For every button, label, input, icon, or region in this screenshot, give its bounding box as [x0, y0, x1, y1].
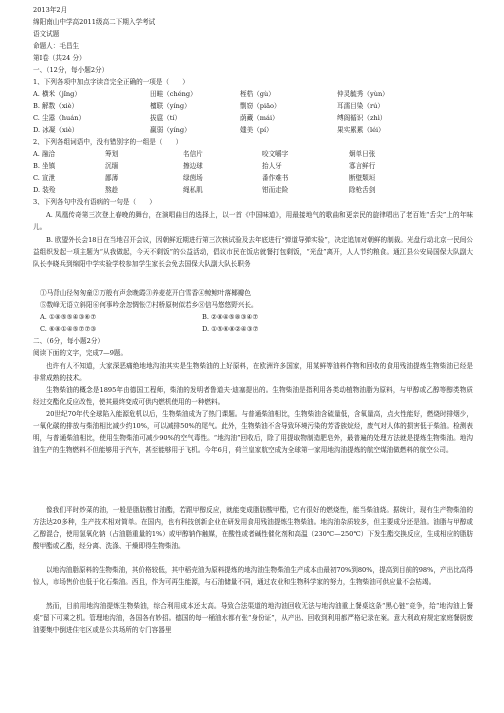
q1-option-b-4: 耳濡目染（rú）	[337, 102, 384, 110]
q1-option-d-2: 赢弱（yíng）	[150, 126, 191, 134]
q2-option-b-2: 沉缅	[105, 162, 119, 170]
subject-title: 语文试题	[33, 30, 60, 38]
section1-heading: 一、（12分，每小题2分）	[33, 66, 109, 74]
q2-option-c-4: 番作难书	[262, 174, 289, 182]
q2-option-a-1: A. 融洽	[33, 150, 56, 158]
q3-choice-b: B. ②⑧④⑤⑧③④⑦	[202, 313, 259, 321]
q1-option-d-3: 媸美（pí）	[240, 126, 273, 134]
q2-option-c-2: 鄙薄	[105, 174, 119, 182]
q3-numbered-items-2: ⑤数峰无语立斜阳⑥何事吟余忽惆怅⑦村桥原树似若乡⑧信马悠悠野兴长。	[40, 301, 258, 309]
q2-option-d-5: 除枪舌剑	[349, 186, 376, 194]
q3-numbered-items-1: ①马背山径匆匆童②万般有声余晚霞③养麦花开白雪香④鲸鲸叶落椰瓣色	[40, 289, 251, 297]
question-2-stem: 2、下列各组词语中，没有错别字的一组是（ ）	[33, 138, 183, 146]
volume-title: 第Ⅰ卷（共24 分）	[33, 54, 86, 62]
q1-option-c-2: 拔扈（tí）	[150, 114, 182, 122]
q2-option-c-5: 断壁颓垣	[349, 174, 376, 182]
q1-option-c-4: 缚阁循识（zhì）	[337, 114, 387, 122]
q2-option-b-4: 抬人牙	[262, 162, 282, 170]
q1-option-d-1: D. 冰凝（xiè）	[33, 126, 79, 134]
q1-option-b-2: 檀联（yíng）	[150, 102, 191, 110]
q2-option-b-1: B. 坐镇	[33, 162, 56, 170]
reading-paragraph-1: 也许有人不知道，大家深恶痛绝地地沟油其实是生物柴油的上好原料，在欧洲许多国家，用某鲜等油料作物和回收的食用残油提炼生物柴油已经是非常成熟的技术。	[33, 362, 473, 383]
q2-option-b-5: 寡言鲜行	[349, 162, 376, 170]
q3-option-b: B. 欧盟外长会18日在当地召开会议，因朝鲜近期进行第三次核试验及去年底进行“弹道导弹实验”，决定追加对朝鲜的制裁。光盘行动北京一民间公益组织发起一项主题为“从我做起，今天不剩饭”的公益活动，倡议市民在饭店就餐打包剩饭，“光盘”离开，人人节约粮食。通江县公安局国保大队副大队长李晓兵到绵阳中学实验学校参加学生家长会免去国保大队副大队长职务	[33, 236, 473, 269]
q2-option-c-3: 绿茵场	[183, 174, 203, 182]
q2-option-b-3: 擦边球	[183, 162, 203, 170]
q2-option-d-3: 绳私肌	[183, 186, 203, 194]
question-3-stem: 3、下列各句中没有语病的一句是（ ）	[33, 198, 156, 206]
reading-paragraph-4: 像我们平时炒菜的油，一般是脂肪酸甘油酯，若跟甲醇反应，就能变成脂肪酸甲酯，它有很好的燃烧性，能当柴油烧。据统计，现有生产物柴油的方法达20多种，生产技术相对简单。在国内，也有科技创新企业在研发用食用残油提炼生物柴油。地沟油杂质较多，但主要成分还是油。油脂与甲醇或乙醇混合，使用氢氧化钠（占油脂重量的1%）或甲醇钠作触媒，在酸性或者碱性催化剂和高温（230℃—250℃）下发生酯交换反应，生成相应的脂肪酸甲酯或乙酯，经分离、洗涤、干燥即得生物柴油。	[33, 506, 473, 551]
q1-option-a-2: 田畦（chéng）	[150, 90, 197, 98]
q2-option-d-1: D. 装殓	[33, 186, 56, 194]
school-title: 绵阳南山中学高2011级高二下期入学考试	[33, 18, 156, 26]
q3-choice-a: A. ①⑧⑤⑤④③⑥⑦	[40, 313, 97, 321]
q2-option-d-4: 钳而走险	[262, 186, 289, 194]
q1-option-b-1: B. 解数（xiè）	[33, 102, 79, 110]
q2-option-d-2: 熬趁	[105, 186, 119, 194]
q1-option-b-3: 剽窃（piāo）	[240, 102, 281, 110]
reading-paragraph-3: 20世纪70年代全球陷入能源危机以后，生物柴油成为了热门课题。与普通柴油相比，生物柴油含硫量低，含氧量高，点火性能好，燃烧时排烟少，一氧化碳的排放与柴油相比减少约10%，可以减排50%的尾气。此外，生物柴油不含导致环境污染的芳香族烷烃，废气对人体的损害低于柴油。检测表明，与普通柴油相比，使用生物柴油可减少90%的空气毒性。“地沟油”回收后，除了用提取物制造肥皂外，最普遍的处理方法就是提炼生物柴油。地沟油生产的生物燃料不但能够用于汽车，甚至能够用于飞机。今年6月，荷兰皇家航空成为全球第一家用地沟油提炼的航空煤油做燃料的航空公司。	[33, 410, 473, 455]
q3-choice-c: C. ⑥⑧①④⑤⑦⑦③	[40, 325, 97, 333]
q3-choice-d: D. ①⑤⑥⑧②④③⑦	[202, 325, 259, 333]
author-line: 命题人：毛昌生	[33, 42, 80, 50]
exam-date: 2013年2月	[33, 6, 68, 14]
q3-option-a: A. 凤凰传奇第三次登上春晚的舞台，在演唱曲目的选择上，以一首《中国味道》，用最接地气的歌曲和更亲民的旋律唱出了老百姓“舌尖”上的年味儿。	[33, 211, 473, 232]
q1-option-a-4: 仲灵毓秀（yùn）	[337, 90, 389, 98]
q1-option-d-4: 果实累累（léi）	[337, 126, 385, 134]
reading-paragraph-6: 然而，目前用地沟油提炼生物柴油，综合利用成本还太高。导致合法渠道的地沟油回收无法与地沟油重上餐桌这条“黑心链”竞争，给“地沟油上餐桌”留下可乘之机。管理地沟油，各国各有妙招。德国的每一桶油水都有张“身份证”，从产出、回收到利用都严格记录在案。意大利政府规定家庭餐厨废油要集中倒进住宅区或是公共场所的专门容器里	[33, 602, 473, 635]
question-1-stem: 1、下列各项中加点字读音完全正确的一项是（ ）	[33, 78, 189, 86]
q1-option-a-1: A. 横米（jǐng）	[33, 90, 81, 98]
q1-option-c-3: 荫藏（mái）	[240, 114, 279, 122]
q1-option-a-3: 桎梏（gù）	[240, 90, 275, 98]
q1-option-c-1: C. 尘嚣（huán）	[33, 114, 86, 122]
reading-paragraph-5: 以地沟油脂原料的生物柴油，其价格较低，其中稻壳油为原料提炼的地沟油生物柴油生产成本由最初70%到80%，提高到目前的98%，产出比高得惊人，市场售价也低于化石柴油。西且，作为可再生能源，与石油储量不同，通过农业和生物科学家的努力，生物柴油可供应量不会枯竭。	[33, 566, 473, 587]
q2-option-a-4: 咬文嚼字	[262, 150, 289, 158]
q2-option-a-2: 筹划	[105, 150, 119, 158]
reading-instruction: 阅读下面的文字，完成7—9题。	[33, 349, 128, 357]
section2-heading: 二、（6分，每小题2分）	[33, 337, 105, 345]
reading-paragraph-2: 生物柴油的概念是1895年由德国工程师，柴油的发明者鲁道夫·迪塞提出的。生物柴油是指利用各类动植物油脂为原料，与甲醇或乙醇等醇类物质经过交酯化反应改性，使其最终变成可供内燃机使用的一种燃料。	[33, 386, 473, 407]
q2-option-c-1: C. 宣泄	[33, 174, 56, 182]
q2-option-a-5: 炯单日张	[349, 150, 376, 158]
q2-option-a-3: 名信片	[183, 150, 203, 158]
